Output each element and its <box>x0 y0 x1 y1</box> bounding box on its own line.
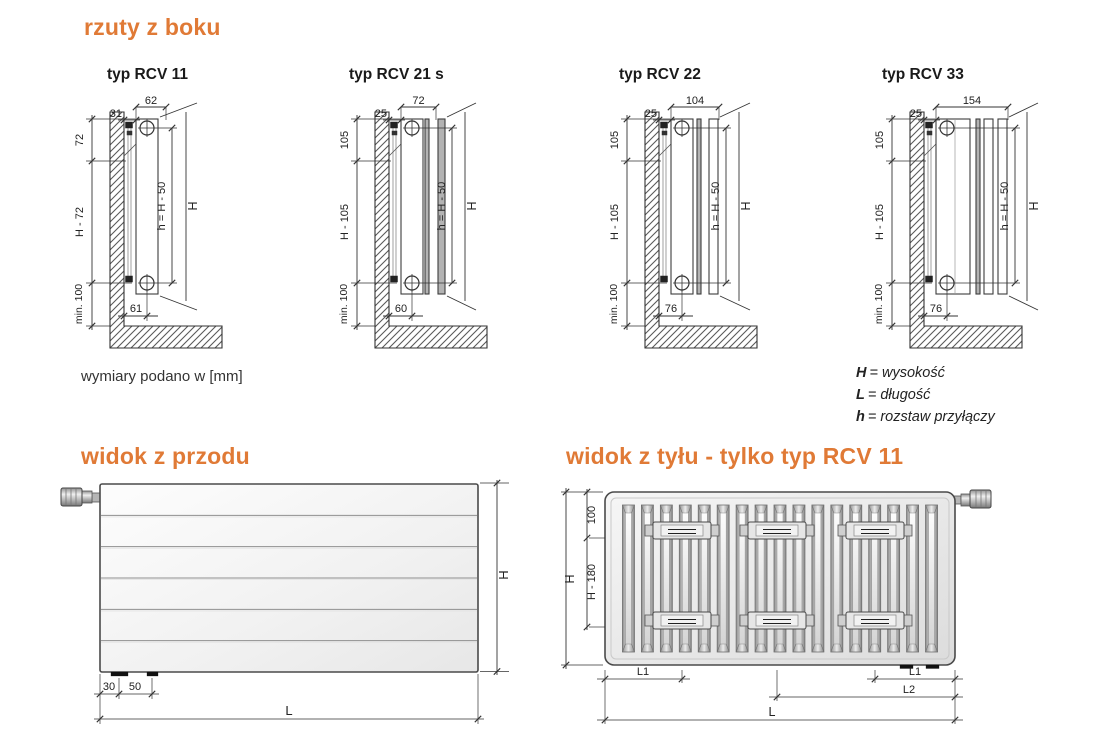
dim-depth: 104 <box>685 95 705 107</box>
dim-top-offset: 105 <box>339 130 351 150</box>
dim-min-floor: min. 100 <box>338 283 350 325</box>
legend-def: = rozstaw przyłączy <box>867 409 995 425</box>
legend-term: h <box>856 409 865 425</box>
dim-depth: 154 <box>962 95 982 107</box>
dim-wall-span: H - 105 <box>339 203 351 241</box>
legend-def: = długość <box>867 387 931 403</box>
dim-foot-spacing: 50 <box>128 681 142 693</box>
dim-wall-span: H - 105 <box>874 203 886 241</box>
dim-edge-to-foot: 30 <box>102 681 116 693</box>
dim-height: H <box>739 201 753 211</box>
rear-view-heading: widok z tyłu - tylko typ RCV 11 <box>566 443 904 469</box>
dim-wall-span: H - 72 <box>74 207 86 237</box>
diagram-title-rcv21s: typ RCV 21 s <box>349 66 444 83</box>
legend-row-h <box>856 406 995 428</box>
dim-wall-gap: 25 <box>909 108 922 120</box>
thermostat-valve <box>61 488 101 506</box>
dim-top-offset: 72 <box>74 133 86 147</box>
mounting-bracket <box>838 522 912 539</box>
dim-min-floor: min. 100 <box>873 283 885 325</box>
side-view-rcv21s-drawing <box>335 94 585 352</box>
side-view-rcv11-drawing <box>70 94 320 352</box>
legend-term: H <box>856 365 867 381</box>
dimension-legend <box>856 362 995 428</box>
dim-min-floor: min. 100 <box>608 283 620 325</box>
diagram-title-rcv11: typ RCV 11 <box>107 66 188 83</box>
dim-top-to-bracket: 100 <box>586 505 598 525</box>
dim-l2: L2 <box>902 684 916 696</box>
units-note: wymiary podano w [mm] <box>81 368 243 385</box>
dim-wall-gap: 25 <box>374 108 387 120</box>
dim-wall-gap: 31 <box>109 108 122 120</box>
dim-front-height: H <box>496 570 511 580</box>
side-view-rcv22-drawing <box>605 94 855 352</box>
dim-rear-height: H <box>563 574 577 584</box>
legend-row-L <box>856 384 995 406</box>
dim-height: H <box>465 201 479 211</box>
dim-pipe-centers: h = H - 50 <box>156 181 168 231</box>
mounting-bracket <box>838 612 912 629</box>
dim-bracket-span: H - 180 <box>586 563 598 601</box>
side-views-heading: rzuty z boku <box>84 14 221 40</box>
rear-view-drawing <box>557 472 1094 728</box>
dim-bottom-reach: 76 <box>929 303 943 315</box>
side-view-rcv33-drawing <box>870 94 1094 352</box>
dim-bottom-reach: 61 <box>129 303 143 315</box>
dim-min-floor: min. 100 <box>73 283 85 325</box>
diagram-title-rcv22: typ RCV 22 <box>619 66 701 83</box>
mounting-bracket <box>740 612 814 629</box>
legend-def: = wysokość <box>869 365 945 381</box>
dim-top-offset: 105 <box>874 130 886 150</box>
dim-l1-left: L1 <box>636 666 650 678</box>
dim-bottom-reach: 76 <box>664 303 678 315</box>
thermostat-valve <box>953 490 991 508</box>
dim-depth: 62 <box>144 95 158 107</box>
dim-wall-span: H - 105 <box>609 203 621 241</box>
mounting-bracket <box>740 522 814 539</box>
dim-height: H <box>1027 201 1041 211</box>
mounting-bracket <box>645 612 719 629</box>
front-view-drawing <box>55 472 570 730</box>
legend-term: L <box>856 387 865 403</box>
dim-top-offset: 105 <box>609 130 621 150</box>
dim-wall-gap: 25 <box>644 108 657 120</box>
dim-rear-length: L <box>768 705 776 719</box>
dim-pipe-centers: h = H - 50 <box>999 181 1011 231</box>
dim-bottom-reach: 60 <box>394 303 408 315</box>
dim-depth: 72 <box>412 95 425 107</box>
dim-front-length: L <box>285 703 293 718</box>
legend-row-H <box>856 362 995 384</box>
dim-height: H <box>186 201 200 211</box>
dim-l1-right: L1 <box>908 666 922 678</box>
dim-pipe-centers: h = H - 50 <box>436 181 448 231</box>
mounting-bracket <box>645 522 719 539</box>
dim-pipe-centers: h = H - 50 <box>710 181 722 231</box>
diagram-title-rcv33: typ RCV 33 <box>882 66 964 83</box>
front-view-heading: widok z przodu <box>81 443 250 469</box>
